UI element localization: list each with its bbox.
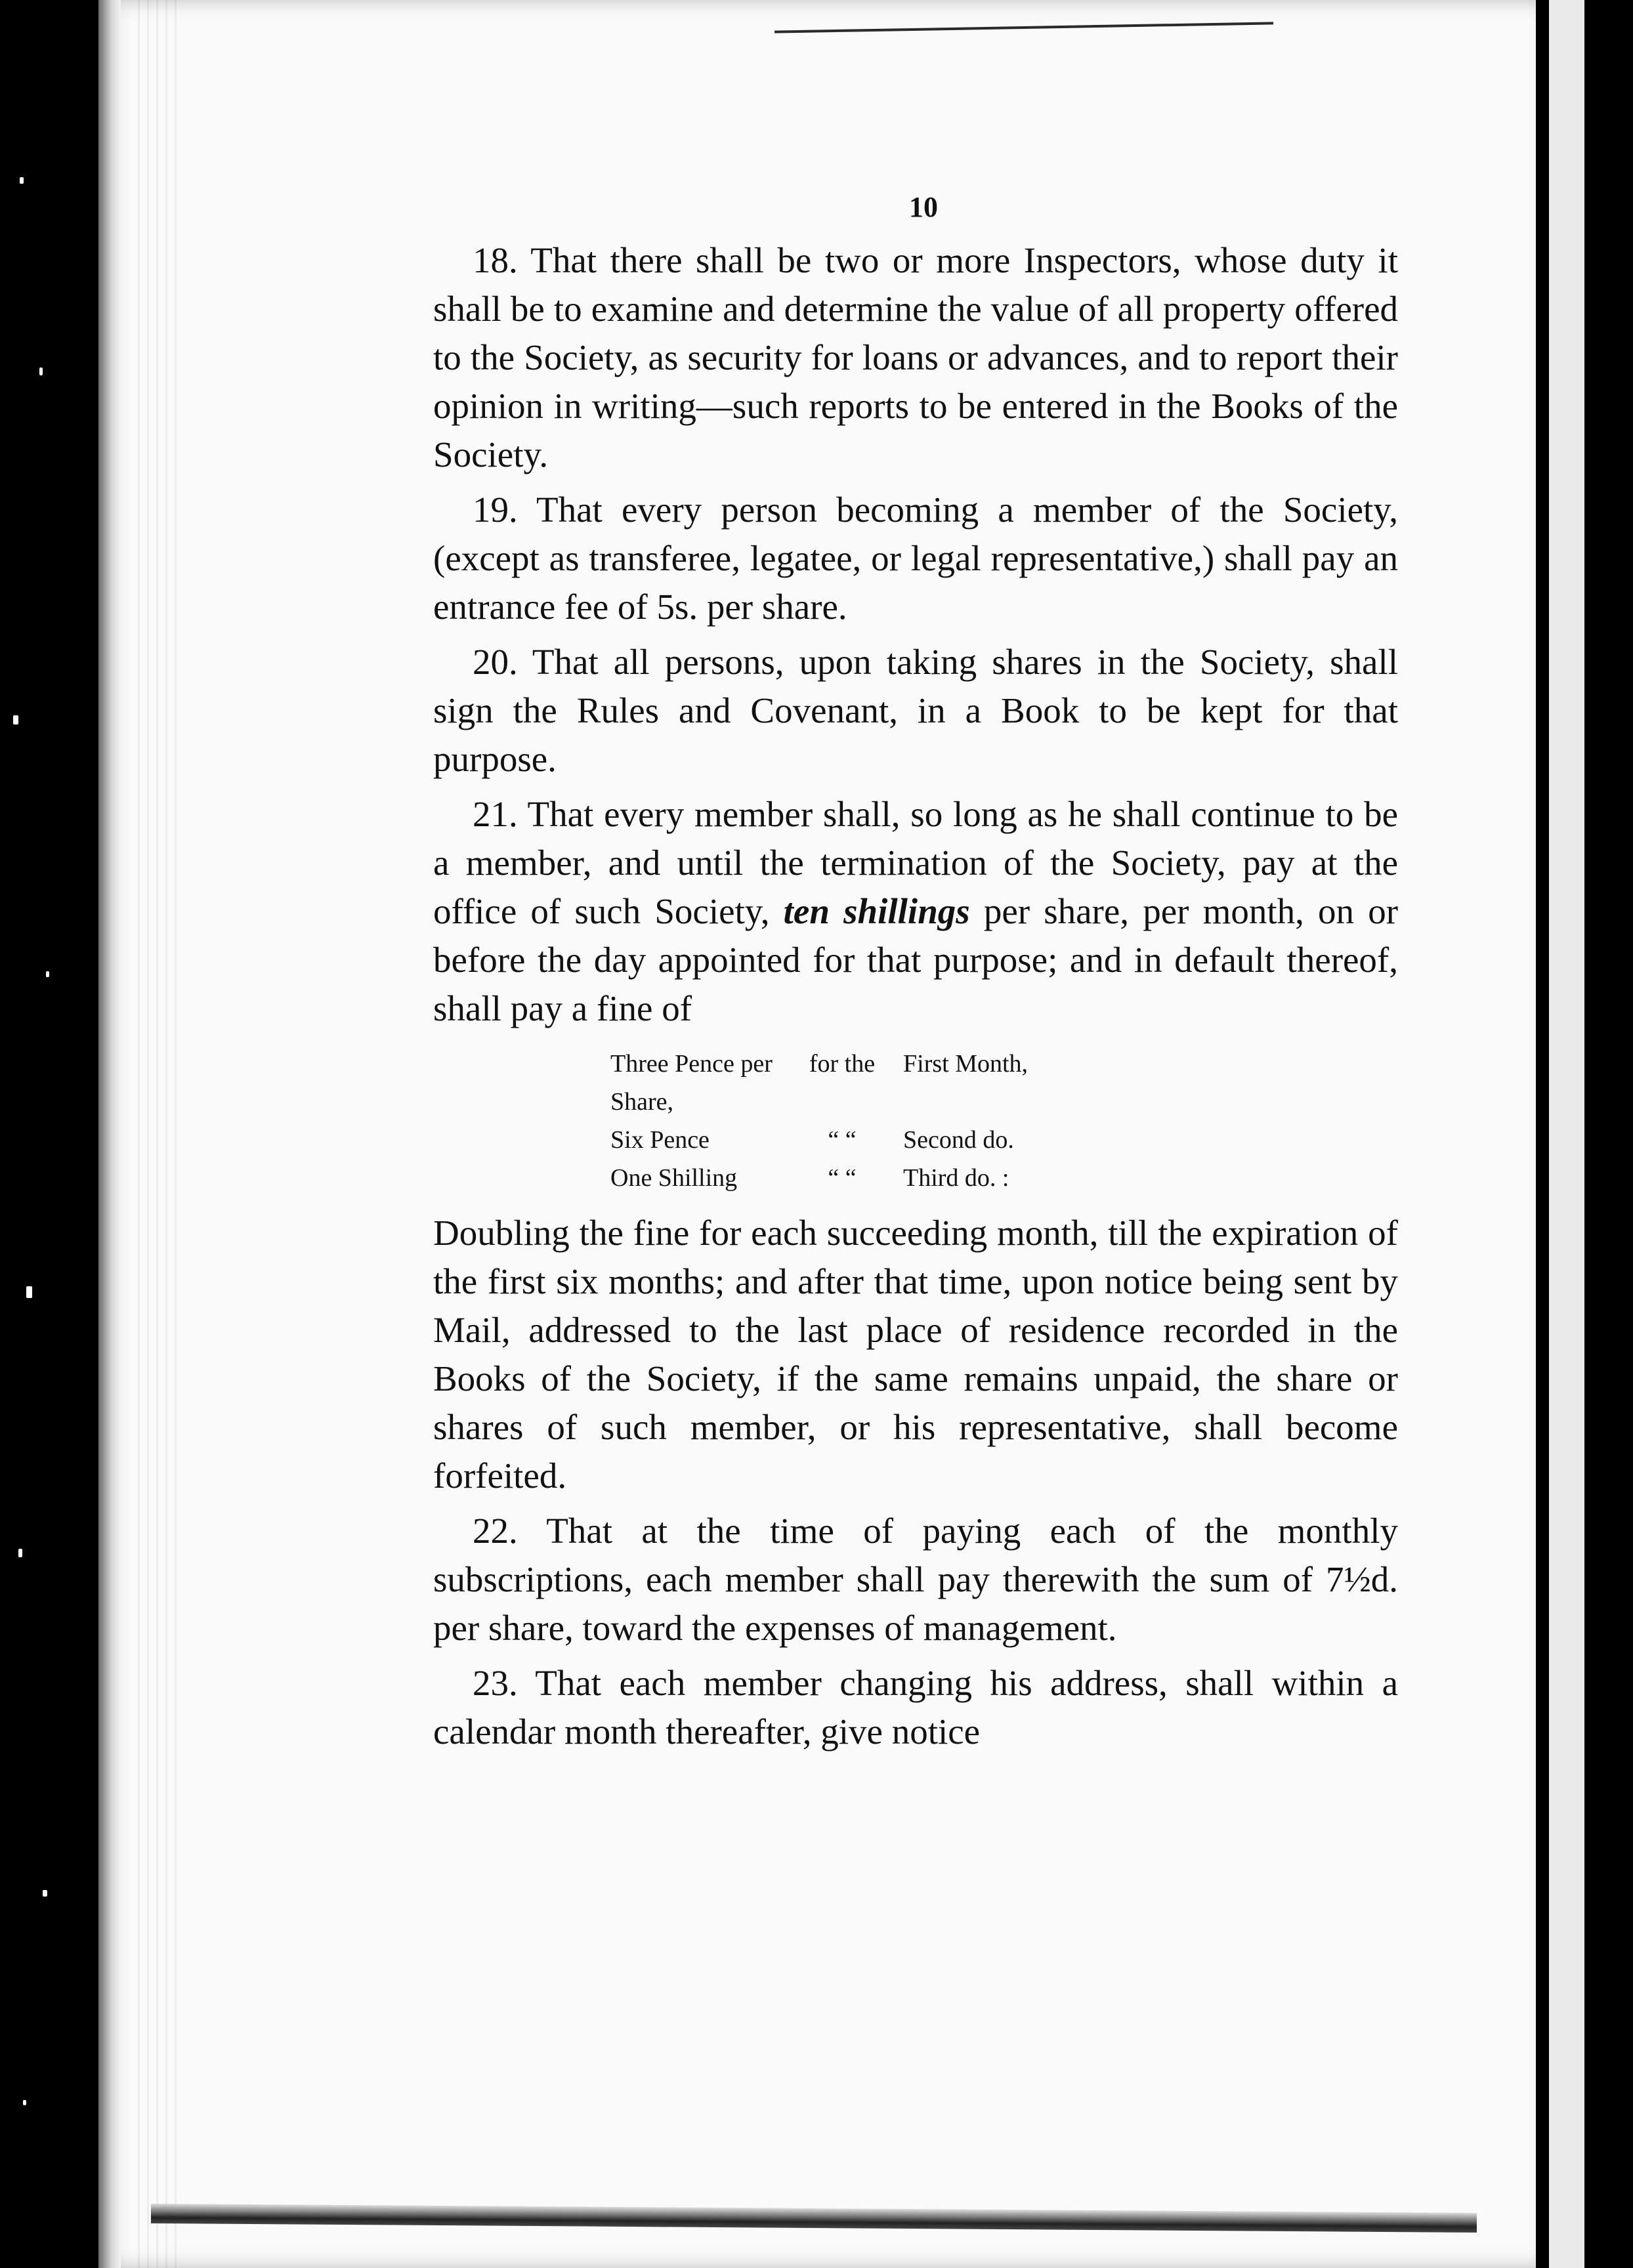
scan-speck <box>43 1890 47 1897</box>
rule-emphasis: ten shillings <box>783 891 970 931</box>
rule-number: 23. <box>473 1663 518 1703</box>
scan-speck <box>39 368 43 375</box>
rule-text: That every person becoming a member of the Society, (except as transferee, legatee, or legal representative,) shall pay an entrance fee of 5s. per share. <box>433 490 1398 627</box>
fine-amount: Three Pence per Share, <box>610 1050 773 1116</box>
rule-text: That there shall be two or more Inspectors, whose duty it shall be to examine and determine the value of all property offered to the Society, as security for loans or advances, and to report their opinion in writing—such reports to be entered in the Books of the Society. <box>433 240 1398 474</box>
fine-month: Second do. <box>903 1126 1014 1154</box>
rule-number: 18. <box>473 240 518 280</box>
scan-speck <box>26 1286 32 1298</box>
fine-row <box>610 1159 1040 1197</box>
rule-number: 20. <box>473 642 518 682</box>
page-body <box>433 236 1398 1763</box>
fine-row <box>610 1121 1040 1159</box>
fine-ditto: for the <box>809 1050 876 1078</box>
scan-speck <box>46 971 49 977</box>
rule-number: 21. <box>473 794 518 834</box>
rule-text: per share, per month, on or before the day appointed for that purpose; and in default thereof, shall pay a fine of <box>433 891 1399 1028</box>
scan-speck <box>20 177 24 184</box>
page-gutter-lines <box>138 0 184 2268</box>
rule-19 <box>433 486 1398 631</box>
rule-23 <box>433 1659 1398 1756</box>
fine-ditto: “ “ <box>828 1164 857 1192</box>
fine-amount: Six Pence <box>610 1126 710 1154</box>
rule-21 <box>433 790 1398 1033</box>
scan-speck <box>18 1549 22 1557</box>
rule-text: That all persons, upon taking shares in the Society, shall sign the Rules and Covenant, in a Book to be kept for that purpose. <box>433 642 1399 779</box>
fine-row <box>610 1045 1040 1121</box>
rule-text: That every member shall, so long as he shall continue to be a member, and until the termination of the Society, pay at the office of such Society, <box>433 794 1398 931</box>
fine-month: Third do. : <box>903 1164 1009 1192</box>
rule-text: That at the time of paying each of the monthly subscriptions, each member shall pay therewith the sum of 7½d. per share, toward the expenses of management. <box>433 1511 1398 1648</box>
rule-22 <box>433 1507 1398 1652</box>
fine-ditto: “ “ <box>828 1126 857 1154</box>
adjacent-page-edge <box>1549 0 1584 2268</box>
fine-schedule <box>610 1045 1040 1197</box>
fine-month: First Month, <box>903 1050 1029 1078</box>
rule-20 <box>433 638 1398 784</box>
scan-speck <box>13 715 18 724</box>
page-gutter-shadow <box>98 0 121 2268</box>
rule-18 <box>433 236 1398 479</box>
rule-number: 19. <box>473 490 518 530</box>
scan-left-border <box>0 0 98 2268</box>
rule-21-continuation: Doubling the fine for each succeeding month, till the expiration of the first six months; and after that time, upon notice being sent by Mail, addressed to the last place of residence recorded in the Books of the Society, if the same remains unpaid, the share or shares of such member, or his representative, shall become forfeited. <box>433 1213 1398 1496</box>
rule-number: 22. <box>473 1511 518 1551</box>
page-number: 10 <box>909 191 938 223</box>
rule-text: That each member changing his address, shall within a calendar month thereafter, give notice <box>433 1663 1399 1752</box>
fine-amount: One Shilling <box>610 1164 738 1192</box>
scan-speck <box>23 2100 26 2105</box>
